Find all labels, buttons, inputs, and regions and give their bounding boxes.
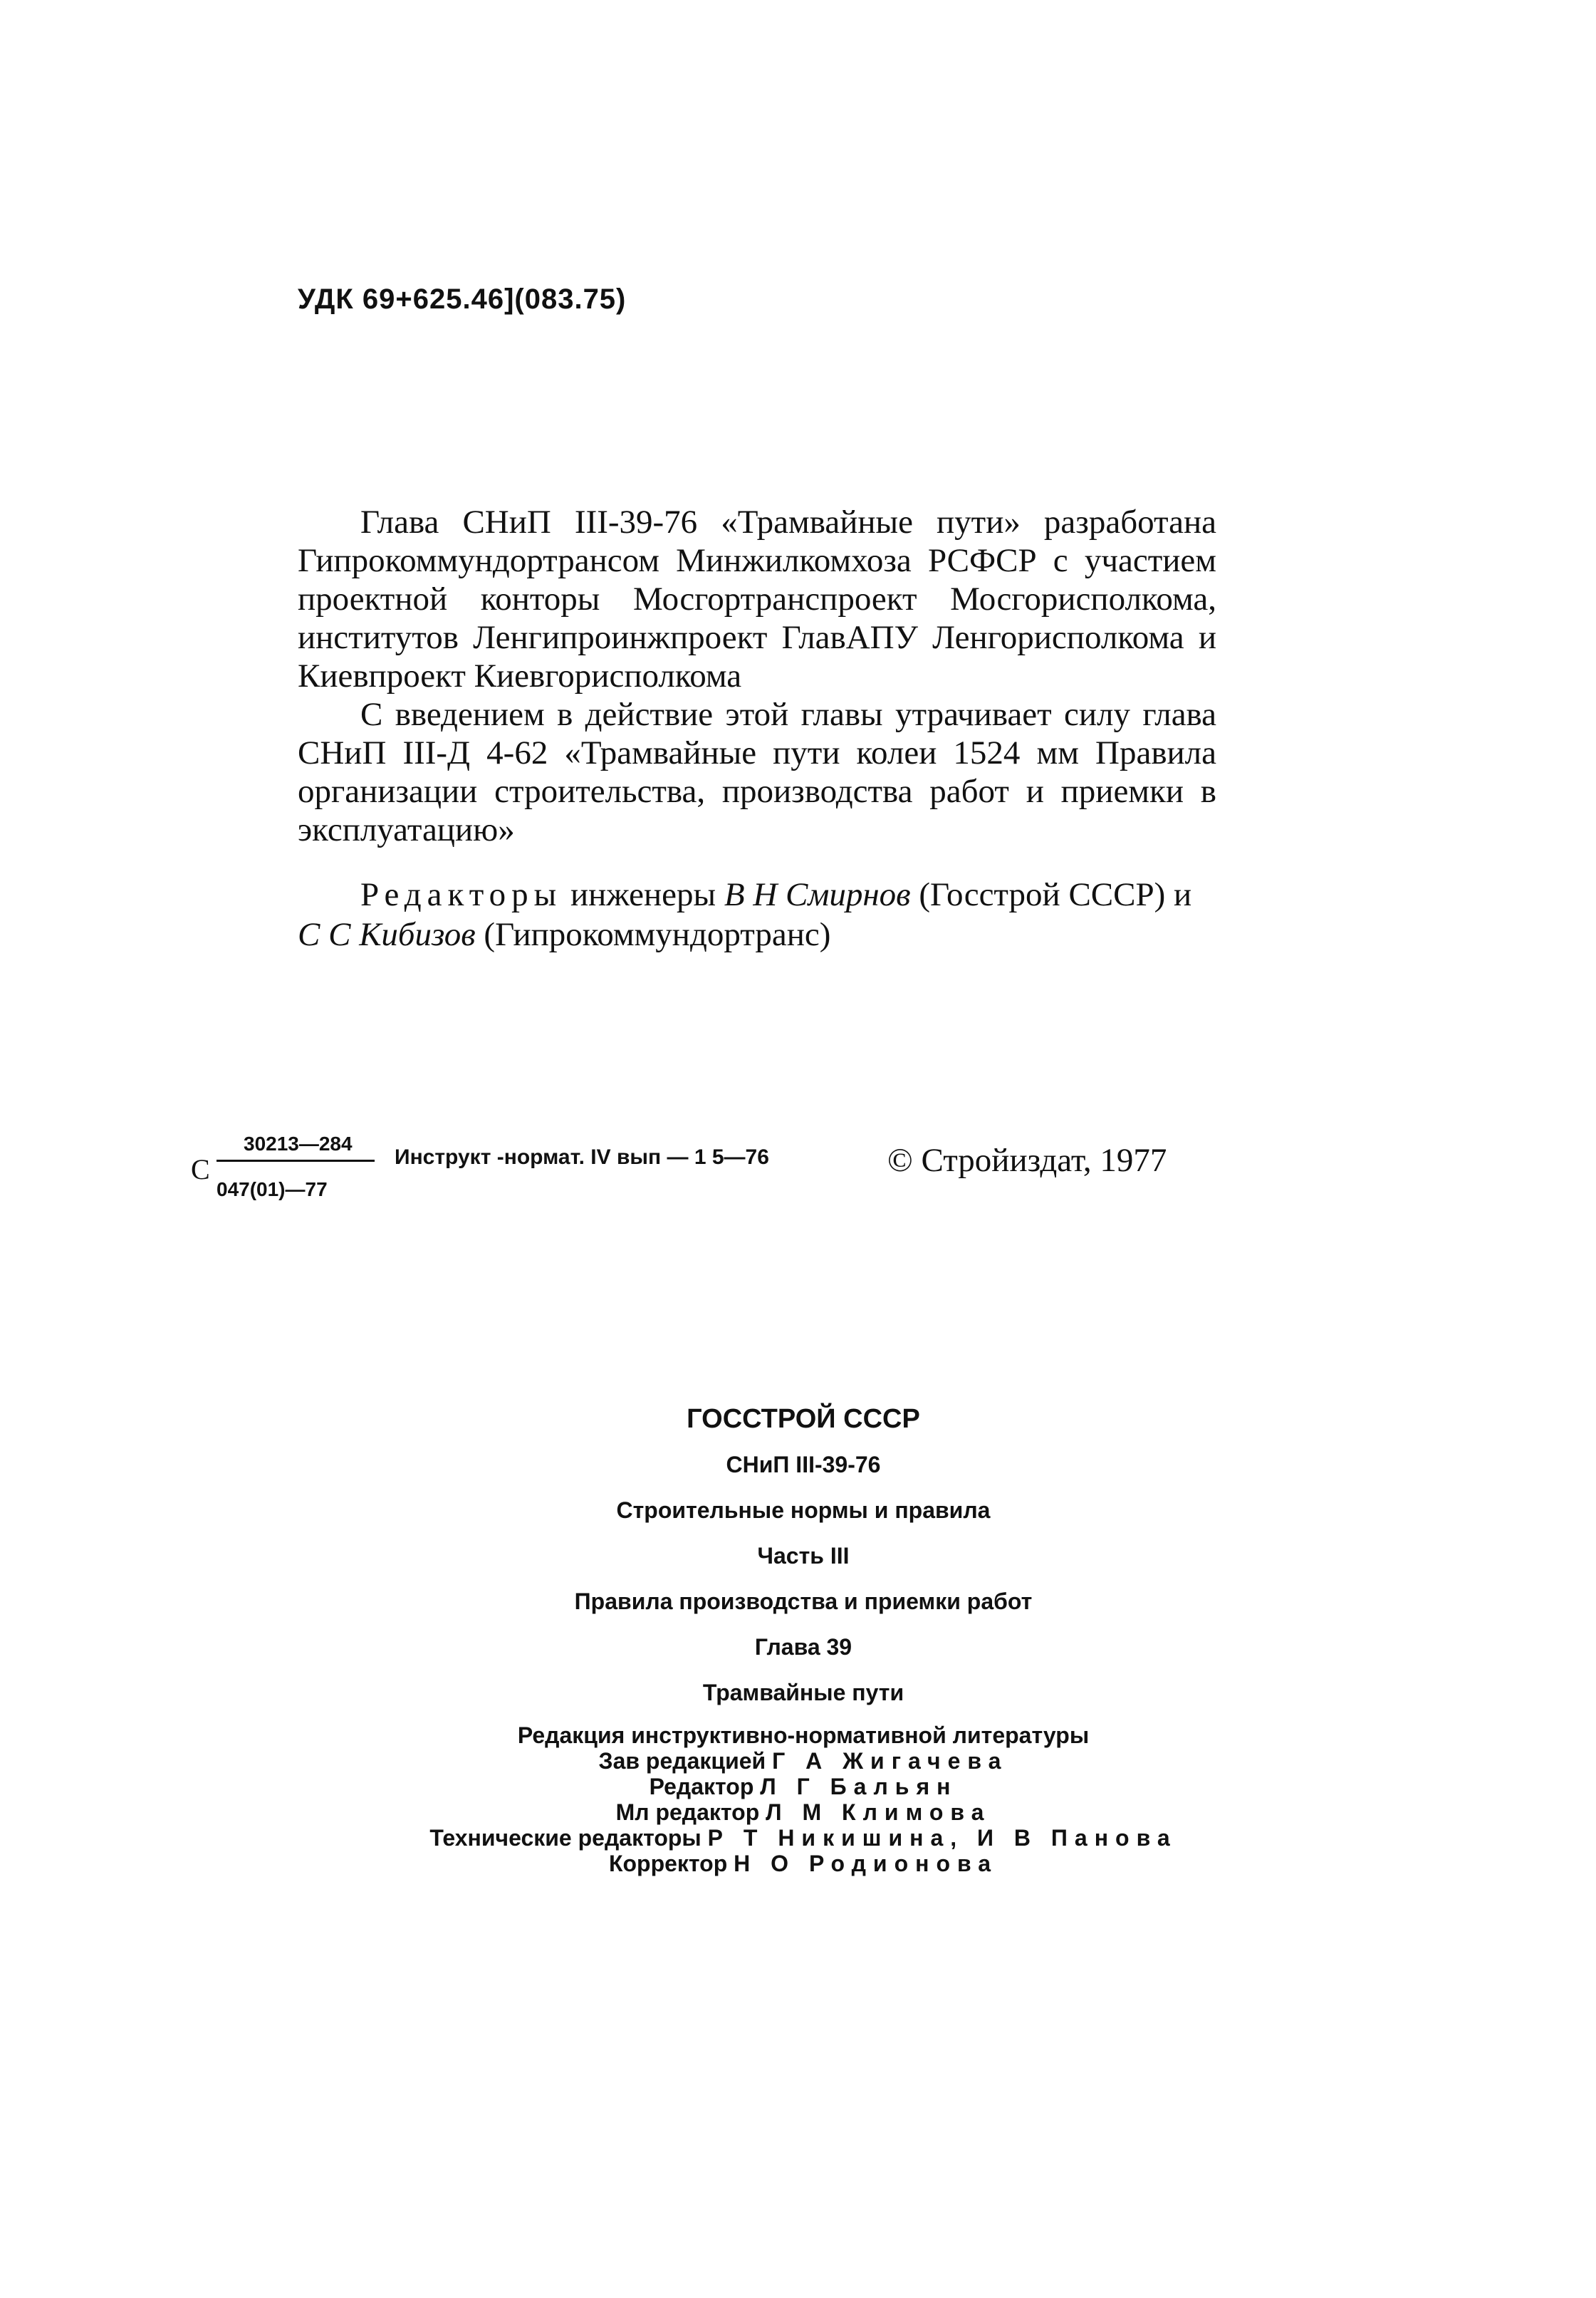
staff-head-role: Зав редакцией	[598, 1748, 766, 1774]
staff-editor-role: Редактор	[649, 1774, 754, 1799]
editor-2-org: (Гипрокоммундортранс)	[484, 916, 831, 953]
imprint-numerator: 30213—284	[244, 1133, 353, 1155]
staff-tech-role: Технические редакторы	[429, 1825, 701, 1851]
staff-corrector-name: Н О Родионова	[734, 1851, 998, 1876]
staff-head-name: Г А Жигачева	[772, 1748, 1008, 1774]
staff-jr-editor	[298, 1799, 1309, 1825]
editor-1-org: (Госстрой СССР)	[919, 876, 1166, 913]
fraction-bar	[217, 1160, 375, 1162]
main-paragraph-development: Глава СНиП III-39-76 «Трамвайные пути» разработана Гипрокоммундортрансом Минжилкомхоза РСФСР с участием проектной конторы Мосгортранспроект Мосгорисполкома, институтов Ленгипроинжпроект ГлавАПУ Ленгорисполкома и Киевпроект Киевгорисполкома	[298, 504, 1216, 695]
colophon-org: ГОССТРОЙ СССР	[687, 1404, 920, 1434]
staff-department: Редакция инструктивно-нормативной литературы	[517, 1722, 1090, 1748]
imprint-index-fraction	[191, 1133, 376, 1218]
colophon-part-title: Правила производства и приемки работ	[574, 1589, 1033, 1614]
main-text	[298, 503, 1216, 849]
imprint-prefix: С	[191, 1153, 210, 1185]
colophon-staff	[298, 1722, 1309, 1876]
staff-tech-editors	[298, 1825, 1309, 1851]
colophon-series: Строительные нормы и правила	[616, 1497, 991, 1523]
colophon-chapter: Глава 39	[754, 1634, 852, 1660]
staff-jr-editor-name: Л М Климова	[766, 1799, 991, 1825]
editors-role: инженеры	[570, 876, 716, 913]
editor-1-name: В Н Смирнов	[724, 876, 911, 913]
main-paragraph-supersedes: С введением в действие этой главы утрачивает силу глава СНиП III-Д 4-62 «Трамвайные пути колеи 1524 мм Правила организации строительства, производства работ и приемки в эксплуатацию»	[298, 696, 1216, 848]
udk-code: УДК 69+625.46](083.75)	[298, 284, 627, 315]
staff-editor	[298, 1774, 1309, 1799]
staff-corrector	[298, 1851, 1309, 1876]
colophon-part: Часть III	[757, 1543, 850, 1569]
imprint-text: Инструкт -нормат. IV вып — 1 5—76	[395, 1145, 769, 1169]
colophon-code: СНиП III-39-76	[726, 1452, 881, 1477]
editors-conjunction: и	[1174, 876, 1192, 913]
editors-block	[298, 875, 1216, 955]
staff-jr-editor-role: Мл редактор	[615, 1799, 760, 1825]
colophon-chapter-title: Трамвайные пути	[702, 1680, 904, 1705]
imprint-denominator: 047(01)—77	[217, 1178, 328, 1200]
editor-2-name: С С Кибизов	[298, 916, 476, 953]
imprint-publisher: © Стройиздат, 1977	[887, 1142, 1167, 1179]
editors-label: Редакторы	[360, 876, 563, 913]
staff-tech-names: Р Т Никишина, И В Панова	[707, 1825, 1177, 1851]
staff-head	[298, 1748, 1309, 1774]
imprint-line	[191, 1133, 1231, 1218]
staff-editor-name: Л Г Бальян	[760, 1774, 958, 1799]
staff-corrector-role: Корректор	[608, 1851, 728, 1876]
colophon	[298, 1396, 1309, 1876]
